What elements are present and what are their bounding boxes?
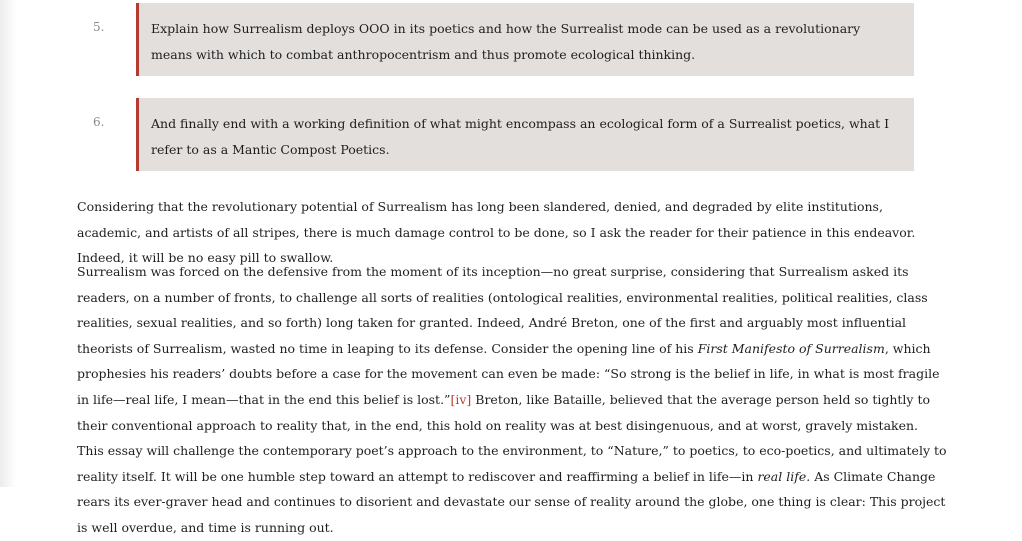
paragraph [77, 259, 947, 541]
paragraph-text: Considering that the revolutionary potential of Surrealism has long been slandered, denied, and degraded by elite institutions, academic, and artists of all stripes, there is much damage control to be done, so I ask the reader for their patience in this endeavor. Indeed, it will be no easy pill to swallow. [77, 199, 916, 266]
list-number: 5. [93, 20, 105, 34]
list-number: 6. [93, 115, 105, 129]
paragraph-text: Breton, like Bataille, believed that the average person held so tightly to their conventional approach to reality that, in the end, this hold on reality was at best disingenuous, and at worst, gravely mistaken. This essay will challenge the contemporary poet’s approach to the environment, to “Nature,” to poetics, to eco-poetics, and ultimately to reality itself. It will be one humble step toward an attempt to rediscover and reaffirming a belief in life—in [77, 391, 947, 484]
emphasis-text: real life. [757, 468, 811, 484]
blockquote [136, 98, 914, 171]
blockquote [136, 3, 914, 76]
paragraph-text: , which prophesies his readers’ doubts before a case for the movement can even be made: “So strong is the belief in life, in what is most fragile in life—real life, I mean—that in the end this belief is lost.” [77, 340, 940, 407]
list-item [80, 0, 914, 76]
list-item [80, 98, 914, 171]
book-title: First Manifesto of Surrealism [697, 340, 885, 356]
paragraph-text: Surrealism was forced on the defensive from the moment of its inception—no great surprise, considering that Surrealism asked its readers, on a number of fronts, to challenge all sorts of realities (ontological realities, environmental realities, political realities, class realities, sexual realities, and so forth) long taken for granted. Indeed, André Breton, one of the first and arguably most influential theorists of Surrealism, wasted no time in leaping to its defense. Consider the opening line of his [77, 264, 928, 356]
blockquote-text: And finally end with a working definition of what might encompass an ecological form of a Surrealist poetics, what I refer to as a Mantic Compost Poetics. [151, 116, 890, 157]
page-edge-shadow [0, 0, 16, 487]
blockquote-text: Explain how Surrealism deploys OOO in its poetics and how the Surrealist mode can be used as a revolutionary means with which to combat anthropocentrism and thus promote ecological thinking. [151, 21, 861, 62]
paragraph-text: As Climate Change rears its ever-graver head and continues to disorient and devastate our sense of reality around the globe, one thing is clear: This project is well overdue, and time is running out. [77, 468, 946, 535]
footnote-link[interactable]: [iv] [450, 391, 472, 407]
